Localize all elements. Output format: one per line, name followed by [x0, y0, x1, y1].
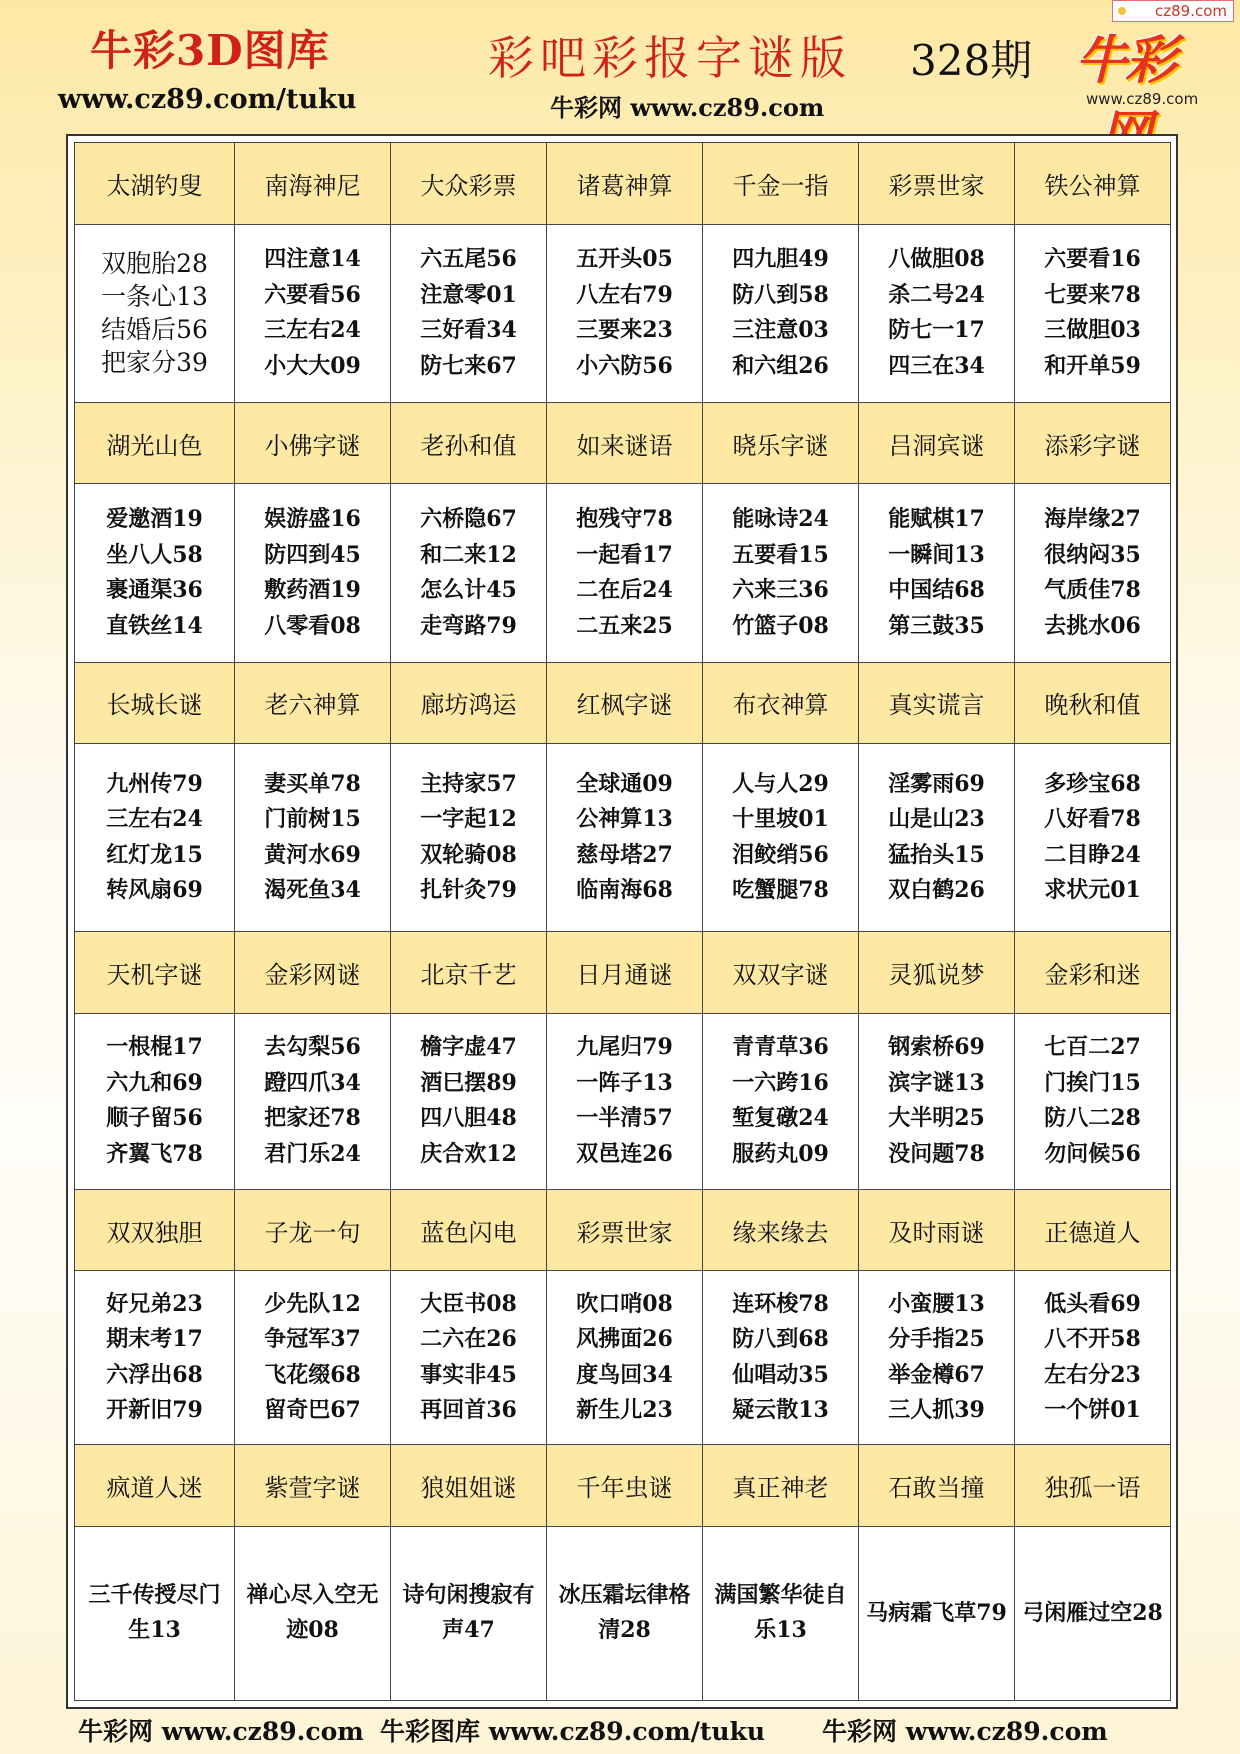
clue-cell [1015, 1271, 1171, 1445]
clue-line: 人与人29 [732, 770, 829, 797]
footer-link-right[interactable]: 牛彩网 www.cz89.com [822, 1717, 1108, 1746]
clue-line: 黄河水69 [264, 841, 361, 868]
clue-line: 酒巳摆89 [420, 1069, 517, 1096]
clue-line: 六要看56 [264, 281, 361, 308]
clue-line: 杀二号24 [888, 281, 985, 308]
clue-line: 去挑水06 [1044, 612, 1141, 639]
clue-line: 双邑连26 [576, 1140, 673, 1167]
clue-cell [391, 484, 547, 662]
clue-line: 滨字谜13 [888, 1069, 985, 1096]
clue-line: 走弯路79 [420, 612, 517, 639]
column-title: 真正神老 [703, 1445, 859, 1527]
column-title: 铁公神算 [1015, 143, 1171, 225]
column-title: 晚秋和值 [1015, 662, 1171, 744]
column-title: 诸葛神算 [547, 143, 703, 225]
clue-line: 八做胆08 [888, 246, 985, 273]
clue-line: 三好看34 [420, 317, 517, 344]
clue-line: 门挨门15 [1044, 1069, 1141, 1096]
clue-line: 一个饼01 [1044, 1397, 1141, 1424]
clue-line: 度鸟回34 [576, 1361, 673, 1388]
column-title: 疯道人迷 [75, 1445, 235, 1527]
column-title: 布衣神算 [703, 662, 859, 744]
clue-cell [1015, 224, 1171, 402]
clue-line: 禅心尽入空无 [246, 1582, 379, 1609]
clue-line: 蹬四爪34 [264, 1069, 361, 1096]
clue-line: 和二来12 [420, 541, 517, 568]
clue-cell [75, 484, 235, 662]
content-row [75, 744, 1171, 932]
clue-line: 海岸缘27 [1044, 506, 1141, 532]
clue-line: 期末考17 [106, 1326, 203, 1353]
clue-line: 堑复礅24 [732, 1105, 829, 1132]
clue-line: 顺子留56 [106, 1105, 203, 1132]
clue-line: 马病霜飞草79 [866, 1599, 1007, 1626]
clue-line: 四八胆48 [420, 1105, 517, 1132]
column-title: 千金一指 [703, 143, 859, 225]
content-row [75, 1271, 1171, 1445]
clue-line: 把家分39 [101, 348, 208, 378]
clue-cell [859, 1013, 1015, 1189]
clue-line: 慈母塔27 [576, 841, 673, 868]
clue-line: 扎针灸79 [420, 877, 517, 904]
column-title: 老孙和值 [391, 402, 547, 484]
column-title: 石敢当撞 [859, 1445, 1015, 1527]
clue-cell [547, 1526, 703, 1700]
clue-cell [547, 744, 703, 932]
logo-url: www.cz89.com [1086, 90, 1199, 108]
clue-line: 二六在26 [420, 1326, 517, 1353]
clue-line: 新生儿23 [576, 1397, 673, 1424]
clue-cell [391, 1013, 547, 1189]
footer-link-left[interactable]: 牛彩网 www.cz89.com [78, 1717, 364, 1746]
clue-line: 双白鹤26 [888, 877, 985, 904]
site-dot-icon [1118, 7, 1126, 15]
header-row [75, 402, 1171, 484]
clue-line: 小六防56 [576, 352, 673, 379]
clue-line: 娱游盛16 [264, 506, 361, 532]
column-title: 小佛字谜 [235, 402, 391, 484]
clue-line: 一起看17 [576, 541, 673, 568]
clue-line: 二在后24 [576, 577, 673, 603]
clue-line: 分手指25 [888, 1326, 985, 1353]
column-title: 双双字谜 [703, 932, 859, 1014]
column-title: 晓乐字谜 [703, 402, 859, 484]
clue-line: 转风扇69 [106, 877, 203, 904]
sub-url[interactable]: 牛彩网 www.cz89.com [550, 93, 825, 122]
column-title: 老六神算 [235, 662, 391, 744]
clue-line: 三注意03 [732, 317, 829, 344]
clue-line: 直铁丝14 [106, 612, 203, 639]
clue-line: 泪鲛绡56 [732, 841, 829, 868]
content-row [75, 1526, 1171, 1700]
brand-logo[interactable] [1052, 18, 1198, 114]
clue-line: 去勾梨56 [264, 1034, 361, 1061]
clue-cell [391, 1271, 547, 1445]
clue-cell [547, 224, 703, 402]
clue-line: 气质佳78 [1044, 577, 1141, 603]
header-row [75, 1189, 1171, 1271]
column-title: 吕洞宾谜 [859, 402, 1015, 484]
logo-text: 牛彩 [1074, 31, 1175, 91]
clue-line: 敷药酒19 [264, 577, 361, 603]
clue-line: 防八到68 [732, 1326, 829, 1353]
clue-line: 开新旧79 [106, 1397, 203, 1424]
clue-line: 五要看15 [732, 541, 829, 568]
clue-line: 能赋棋17 [888, 506, 985, 532]
clue-line: 双轮骑08 [420, 841, 517, 868]
puzzle-board [66, 134, 1178, 1709]
column-title: 南海神尼 [235, 143, 391, 225]
clue-line: 钢索桥69 [888, 1034, 985, 1061]
clue-line: 门前树15 [264, 806, 361, 833]
clue-line: 君门乐24 [264, 1140, 361, 1167]
clue-cell [1015, 1013, 1171, 1189]
clue-line: 二五来25 [576, 612, 673, 639]
column-title: 紫萱字谜 [235, 1445, 391, 1527]
clue-cell [391, 744, 547, 932]
clue-cell [75, 1526, 235, 1700]
clue-line: 中国结68 [888, 577, 985, 603]
column-title: 长城长谜 [75, 662, 235, 744]
clue-line: 勿问候56 [1044, 1140, 1141, 1167]
clue-cell [703, 1526, 859, 1700]
clue-line: 疑云散13 [732, 1397, 829, 1424]
clue-line: 怎么计45 [420, 577, 517, 603]
clue-line: 低头看69 [1044, 1290, 1141, 1317]
clue-line: 一条心13 [101, 282, 208, 312]
clue-line: 大半明25 [888, 1105, 985, 1132]
clue-line: 冰压霜坛律格 [558, 1582, 691, 1609]
clue-line: 爱邀酒19 [106, 506, 203, 532]
clue-line: 没问题78 [888, 1140, 985, 1167]
column-title: 子龙一句 [235, 1189, 391, 1271]
clue-line: 一六跨16 [732, 1069, 829, 1096]
clue-line: 公神算13 [576, 806, 673, 833]
clue-line: 六来三36 [732, 577, 829, 603]
header-row [75, 932, 1171, 1014]
column-title: 狼姐姐谜 [391, 1445, 547, 1527]
clue-line: 防七来67 [420, 352, 517, 379]
clue-line: 吹口哨08 [576, 1290, 673, 1317]
clue-line: 抱残守78 [576, 506, 673, 532]
clue-line: 好兄弟23 [106, 1290, 203, 1317]
clue-line: 七百二27 [1044, 1034, 1141, 1061]
clue-cell [547, 484, 703, 662]
page-title: 彩吧彩报字谜版 [488, 31, 852, 85]
clue-line: 五开头05 [576, 246, 673, 273]
clue-line: 小蛮腰13 [888, 1290, 985, 1317]
column-title: 真实谎言 [859, 662, 1015, 744]
clue-cell [859, 484, 1015, 662]
clue-line: 八好看78 [1044, 806, 1141, 833]
clue-line: 一字起12 [420, 806, 517, 833]
clue-line: 六九和69 [106, 1069, 203, 1096]
column-title: 及时雨谜 [859, 1189, 1015, 1271]
clue-line: 诗句闲搜寂有 [402, 1582, 535, 1609]
clue-line: 青青草36 [732, 1034, 829, 1061]
clue-cell [703, 224, 859, 402]
clue-cell [235, 484, 391, 662]
clue-line: 十里坡01 [732, 806, 829, 833]
clue-line: 生13 [128, 1617, 181, 1644]
clue-line: 檐字虚47 [420, 1034, 517, 1061]
clue-cell [235, 224, 391, 402]
clue-cell [235, 1013, 391, 1189]
header-row [75, 143, 1171, 225]
clue-line: 左右分23 [1044, 1361, 1141, 1388]
clue-line: 连环梭78 [732, 1290, 829, 1317]
clue-cell [703, 744, 859, 932]
clue-line: 多珍宝68 [1044, 770, 1141, 797]
clue-cell [703, 484, 859, 662]
clue-line: 一根棍17 [106, 1034, 203, 1061]
clue-cell [235, 744, 391, 932]
footer-link-middle[interactable]: 牛彩图库 www.cz89.com/tuku [380, 1717, 766, 1746]
clue-line: 六要看16 [1044, 246, 1141, 273]
clue-line: 庆合欢12 [420, 1140, 517, 1167]
header-row [75, 662, 1171, 744]
clue-cell [703, 1013, 859, 1189]
column-title: 大众彩票 [391, 143, 547, 225]
column-title: 湖光山色 [75, 402, 235, 484]
column-title: 蓝色闪电 [391, 1189, 547, 1271]
clue-line: 留奇巴67 [264, 1397, 361, 1424]
clue-line: 事实非45 [420, 1361, 517, 1388]
column-title: 如来谜语 [547, 402, 703, 484]
clue-line: 吃蟹腿78 [732, 877, 829, 904]
issue-number: 328期 [910, 36, 1033, 85]
clue-cell [235, 1271, 391, 1445]
clue-line: 结婚后56 [101, 315, 208, 345]
clue-line: 飞花缀68 [264, 1361, 361, 1388]
clue-line: 很纳闷35 [1044, 541, 1141, 568]
clue-cell [703, 1271, 859, 1445]
header-row [75, 1445, 1171, 1527]
clue-line: 双胞胎28 [101, 249, 208, 279]
clue-line: 渴死鱼34 [264, 877, 361, 904]
clue-line: 三千传授尽门 [88, 1582, 221, 1609]
clue-cell [75, 744, 235, 932]
brand-url[interactable]: www.cz89.com/tuku [58, 84, 357, 115]
clue-line: 四九胆49 [732, 246, 829, 273]
clue-line: 小大大09 [264, 352, 361, 379]
clue-line: 迹08 [286, 1617, 339, 1644]
clue-line: 求状元01 [1044, 877, 1141, 904]
clue-cell [235, 1526, 391, 1700]
clue-line: 山是山23 [888, 806, 985, 833]
clue-line: 能咏诗24 [732, 506, 829, 532]
clue-cell [75, 1013, 235, 1189]
clue-line: 坐八人58 [106, 541, 203, 568]
clue-line: 服药丸09 [732, 1140, 829, 1167]
clue-cell [859, 1526, 1015, 1700]
clue-cell [547, 1271, 703, 1445]
column-title: 双双独胆 [75, 1189, 235, 1271]
clue-cell [859, 224, 1015, 402]
clue-line: 争冠军37 [264, 1326, 361, 1353]
clue-line: 妻买单78 [264, 770, 361, 797]
site-tag-text: cz89.com [1154, 2, 1227, 20]
clue-line: 三做胆03 [1044, 317, 1141, 344]
clue-line: 红灯龙15 [106, 841, 203, 868]
column-title: 灵狐说梦 [859, 932, 1015, 1014]
clue-line: 九尾归79 [576, 1034, 673, 1061]
clue-line: 大臣书08 [420, 1290, 517, 1317]
clue-line: 三人抓39 [888, 1397, 985, 1424]
clue-line: 八零看08 [264, 612, 361, 639]
clue-cell [1015, 484, 1171, 662]
column-title: 金彩网谜 [235, 932, 391, 1014]
content-row [75, 224, 1171, 402]
clue-line: 竹篮子08 [732, 612, 829, 639]
clue-line: 风拂面26 [576, 1326, 673, 1353]
clue-line: 声47 [442, 1617, 495, 1644]
clue-line: 三要来23 [576, 317, 673, 344]
column-title: 日月通谜 [547, 932, 703, 1014]
clue-line: 仙唱动35 [732, 1361, 829, 1388]
clue-line: 全球通09 [576, 770, 673, 797]
clue-line: 淫雾雨69 [888, 770, 985, 797]
clue-cell [547, 1013, 703, 1189]
clue-line: 一阵子13 [576, 1069, 673, 1096]
clue-line: 三左右24 [106, 806, 203, 833]
column-title: 廊坊鸿运 [391, 662, 547, 744]
clue-line: 八左右79 [576, 281, 673, 308]
column-title: 红枫字谜 [547, 662, 703, 744]
brand-title: 牛彩3D图库 [90, 26, 330, 75]
clue-line: 六浮出68 [106, 1361, 203, 1388]
puzzle-table [74, 142, 1171, 1701]
column-title: 添彩字谜 [1015, 402, 1171, 484]
content-row [75, 484, 1171, 662]
clue-line: 和六组26 [732, 352, 829, 379]
clue-line: 清28 [598, 1617, 651, 1644]
clue-line: 和开单59 [1044, 352, 1141, 379]
clue-line: 九州传79 [106, 770, 203, 797]
column-title: 独孤一语 [1015, 1445, 1171, 1527]
clue-cell [859, 1271, 1015, 1445]
clue-line: 七要来78 [1044, 281, 1141, 308]
column-title: 正德道人 [1015, 1189, 1171, 1271]
column-title: 天机字谜 [75, 932, 235, 1014]
clue-cell [75, 224, 235, 402]
clue-cell [859, 744, 1015, 932]
clue-line: 少先队12 [264, 1290, 361, 1317]
clue-line: 二目睁24 [1044, 841, 1141, 868]
clue-cell [391, 1526, 547, 1700]
clue-line: 齐翼飞78 [106, 1140, 203, 1167]
clue-line: 八不开58 [1044, 1326, 1141, 1353]
clue-line: 六桥隐67 [420, 506, 517, 532]
clue-line: 一瞬间13 [888, 541, 985, 568]
clue-line: 防四到45 [264, 541, 361, 568]
clue-line: 临南海68 [576, 877, 673, 904]
clue-line: 主持家57 [420, 770, 517, 797]
column-title: 彩票世家 [547, 1189, 703, 1271]
clue-line: 乐13 [754, 1617, 807, 1644]
clue-line: 裹通渠36 [106, 577, 203, 603]
clue-cell [391, 224, 547, 402]
clue-line: 弓闲雁过空28 [1022, 1599, 1163, 1626]
column-title: 太湖钓叟 [75, 143, 235, 225]
clue-cell [1015, 1526, 1171, 1700]
clue-line: 第三鼓35 [888, 612, 985, 639]
clue-line: 防八到58 [732, 281, 829, 308]
clue-line: 注意零01 [420, 281, 517, 308]
clue-line: 防七一17 [888, 317, 985, 344]
column-title: 北京千艺 [391, 932, 547, 1014]
clue-line: 四注意14 [264, 246, 361, 273]
column-title: 金彩和迷 [1015, 932, 1171, 1014]
clue-line: 四三在34 [888, 352, 985, 379]
clue-line: 满国繁华徒自 [714, 1582, 847, 1609]
clue-line: 一半清57 [576, 1105, 673, 1132]
column-title: 千年虫谜 [547, 1445, 703, 1527]
clue-line: 把家还78 [264, 1105, 361, 1132]
clue-line: 防八二28 [1044, 1105, 1141, 1132]
column-title: 彩票世家 [859, 143, 1015, 225]
clue-line: 举金樽67 [888, 1361, 985, 1388]
clue-line: 六五尾56 [420, 246, 517, 273]
clue-line: 三左右24 [264, 317, 361, 344]
clue-cell [75, 1271, 235, 1445]
clue-line: 再回首36 [420, 1397, 517, 1424]
column-title: 缘来缘去 [703, 1189, 859, 1271]
content-row [75, 1013, 1171, 1189]
clue-line: 猛抬头15 [888, 841, 985, 868]
clue-cell [1015, 744, 1171, 932]
